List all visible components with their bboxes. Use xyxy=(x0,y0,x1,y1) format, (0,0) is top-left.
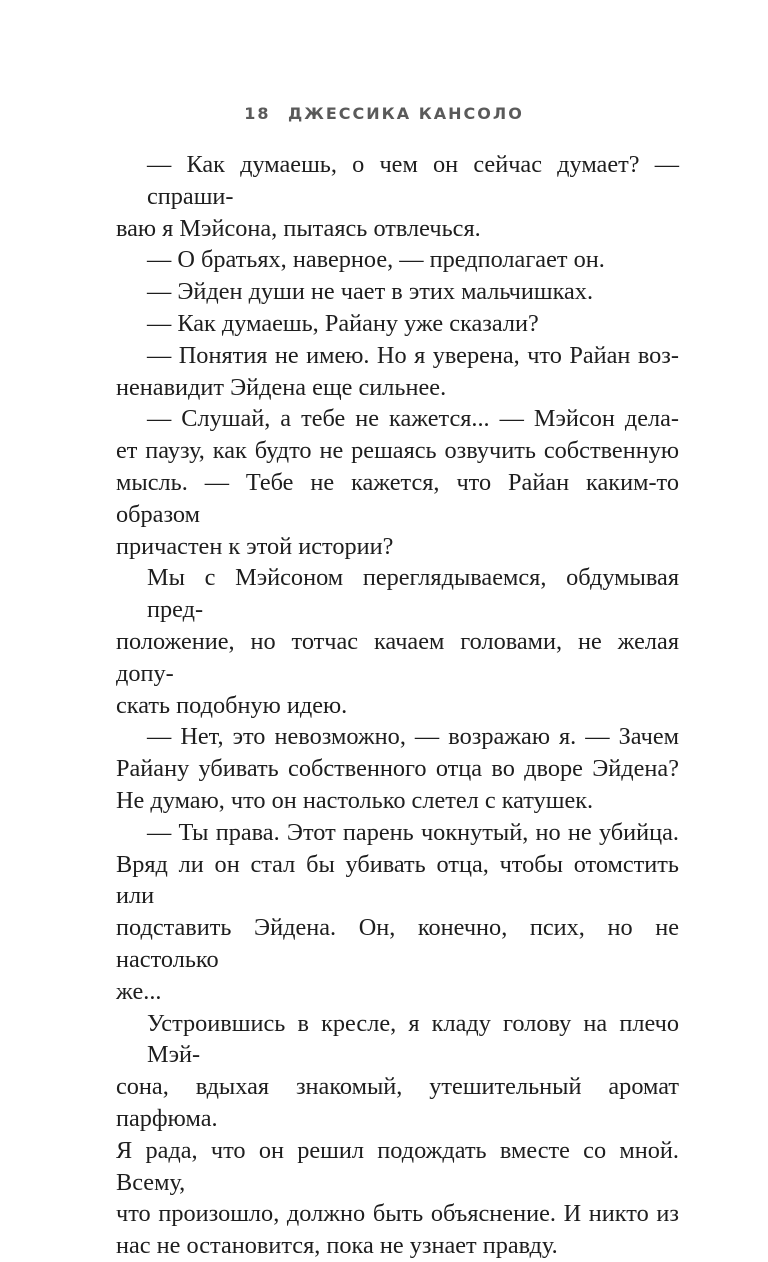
author-name: ДЖЕССИКА КАНСОЛО xyxy=(288,104,524,123)
text-line: подставить Эйдена. Он, конечно, псих, но не настолько xyxy=(116,914,679,973)
text-line: — Нет, это невозможно, — возражаю я. — Зачем xyxy=(147,723,679,751)
text-line: причастен к этой истории? xyxy=(116,532,394,560)
text-line: что произошло, должно быть объяснение. И никто из xyxy=(116,1200,679,1228)
text-line: мысль. — Тебе не кажется, что Райан каким-то образом xyxy=(116,468,679,528)
body-text xyxy=(116,149,679,1262)
text-line: же... xyxy=(116,977,162,1005)
paragraph xyxy=(116,149,679,244)
text-line: ваю я Мэйсона, пытаясь отвлечься. xyxy=(116,214,481,242)
text-line: — Слушай, а тебе не кажется... — Мэйсон дела- xyxy=(147,405,679,433)
text-line: — О братьях, наверное, — предполагает он. xyxy=(147,246,605,274)
paragraph xyxy=(116,721,679,816)
text-line: положение, но тотчас качаем головами, не желая допу- xyxy=(116,627,679,687)
text-line: скать подобную идею. xyxy=(116,691,348,719)
text-line: Вряд ли он стал бы убивать отца, чтобы отомстить или xyxy=(116,850,679,910)
paragraph xyxy=(116,403,679,562)
text-line: Мы с Мэйсоном переглядываемся, обдумывая пред- xyxy=(147,564,679,624)
page-number: 18 xyxy=(244,104,271,123)
paragraph xyxy=(116,562,679,721)
paragraph xyxy=(116,1008,679,1262)
text-line: — Понятия не имею. Но я уверена, что Райан воз- xyxy=(147,341,679,369)
text-line: нас не остановится, пока не узнает правду. xyxy=(116,1232,558,1260)
text-line: Райану убивать собственного отца во дворе Эйдена? xyxy=(116,755,679,783)
text-line: — Как думаешь, о чем он сейчас думает? — спраши- xyxy=(147,151,679,210)
text-line: ненавидит Эйдена еще сильнее. xyxy=(116,373,447,401)
paragraph xyxy=(116,308,679,340)
running-header xyxy=(0,104,768,123)
text-line: Я рада, что он решил подождать вместе со мной. Всему, xyxy=(116,1136,679,1196)
text-line: — Ты права. Этот парень чокнутый, но не убийца. xyxy=(147,818,679,846)
paragraph xyxy=(116,244,679,276)
text-line: — Эйден души не чает в этих мальчишках. xyxy=(147,278,594,306)
paragraph xyxy=(116,817,679,1008)
text-line: ет паузу, как будто не решаясь озвучить собственную xyxy=(116,437,679,465)
paragraph xyxy=(116,340,679,404)
text-line: Не думаю, что он настолько слетел с катушек. xyxy=(116,786,594,814)
text-line: сона, вдыхая знакомый, утешительный аромат парфюма. xyxy=(116,1073,679,1132)
text-line: — Как думаешь, Райану уже сказали? xyxy=(147,309,539,337)
text-line: Устроившись в кресле, я кладу голову на плечо Мэй- xyxy=(147,1009,679,1069)
paragraph xyxy=(116,276,679,308)
